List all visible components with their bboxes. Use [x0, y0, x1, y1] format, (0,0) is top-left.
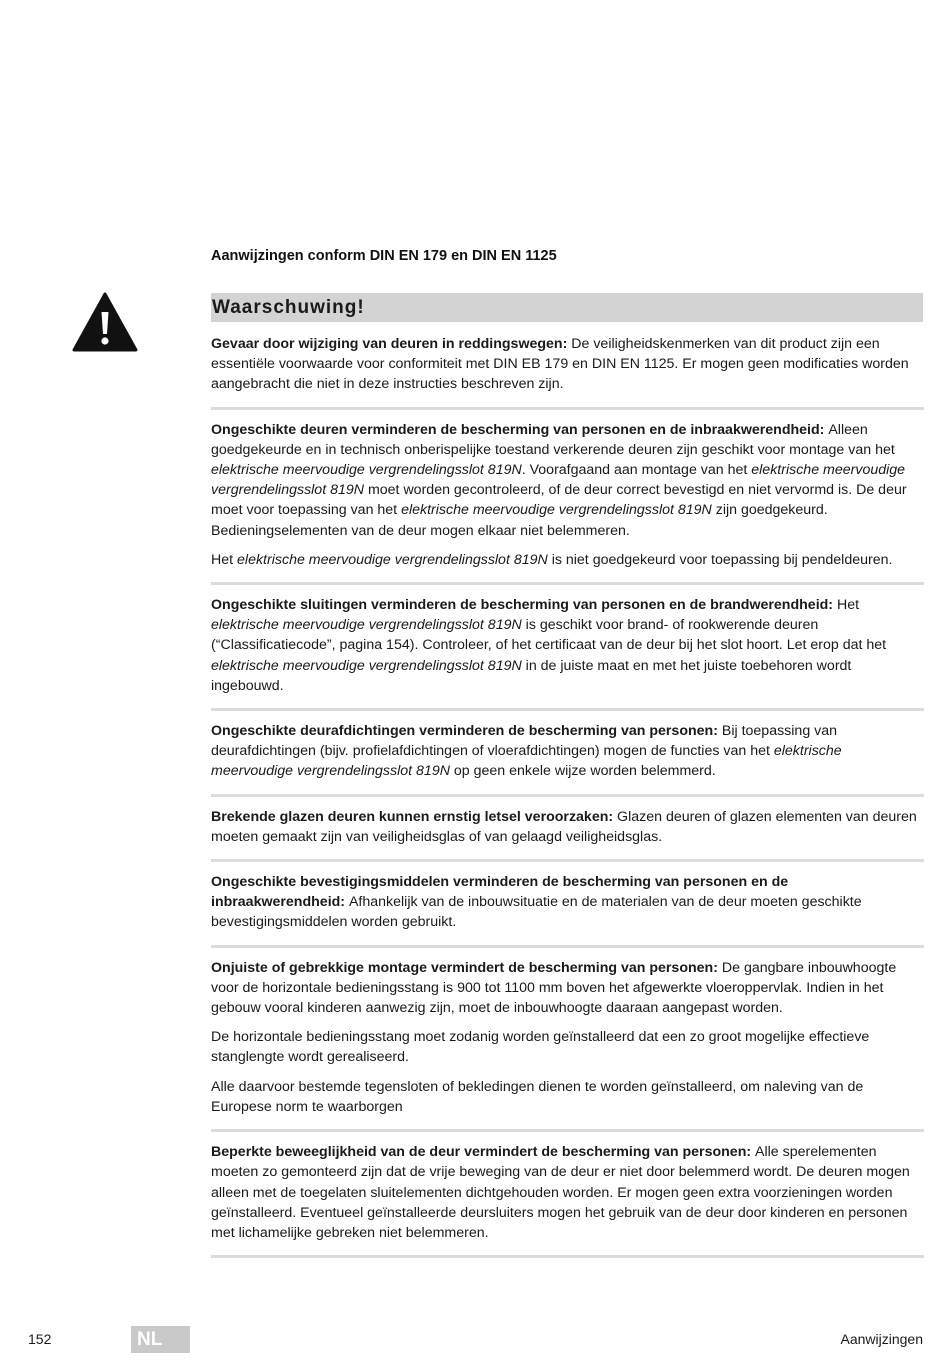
- warning-lead: Ongeschikte deuren verminderen de bescherming van personen en de inbraakwerendheid:: [211, 421, 829, 438]
- language-badge: NL: [131, 1326, 190, 1353]
- product-name: elektrische meervoudige vergrendelingsslot 819N: [211, 617, 522, 634]
- warning-text: Afhankelijk van de inbouwsituatie en de materialen van de deur moeten geschikte bevestigingsmiddelen worden gebruikt.: [211, 894, 862, 931]
- warning-text: in de juiste maat en met het juiste toebehoren wordt ingebouwd.: [211, 657, 852, 694]
- warning-text: De gangbare inbouwhoogte voor de horizontale bedieningsstang is 900 tot 1100 mm boven het afgewerkte vloeroppervlak. Indien in het gebouw vooral kinderen aanwezig zijn, moet de inbouwhoogte daaraan aangepast worden.: [211, 959, 897, 1017]
- warning-text: Alle sperelementen moeten zo gemonteerd zijn dat de vrije beweging van de deur er niet door belemmerd wordt. De deuren mogen alleen met de toegelaten sluitelementen dichtgehouden worden. Er mogen geen extra voorzieningen worden geïnstalleerd. Eventueel geïnstalleerde deursluiters mogen het gebruik van de deur door kinderen en personen met lichamelijke gebreken niet belemmeren.: [211, 1144, 910, 1241]
- warning-paragraph: [211, 807, 924, 847]
- warning-text: moet worden gecontroleerd, of de deur correct bevestigd en niet vervormd is. De deur moet voor toepassing van het: [211, 482, 907, 519]
- warning-paragraph: [211, 872, 924, 933]
- warning-paragraph: [211, 595, 924, 696]
- warning-text: . Voorafgaand aan montage van het: [521, 462, 752, 479]
- warning-paragraph: [211, 1027, 924, 1067]
- warning-paragraph: [211, 1142, 924, 1243]
- warning-lead: Beperkte beweeglijkheid van de deur vermindert de bescherming van personen:: [211, 1144, 756, 1161]
- warning-text: De horizontale bedieningsstang moet zodanig worden geïnstalleerd dat een zo groot mogelijke effectieve stanglengte wordt gerealiseerd.: [211, 1029, 870, 1066]
- product-name: elektrische meervoudige vergrendelingsslot 819N: [211, 462, 906, 499]
- warning-paragraph: [211, 334, 924, 395]
- warning-section: [211, 595, 924, 711]
- warning-text: is geschikt voor brand- of rookwerende deuren (“Classificatiecode”, pagina 154). Controleer, of het certificaat van de deur bij het slot hoort. Let erop dat het: [211, 617, 887, 654]
- warning-section: [211, 807, 924, 862]
- warning-text: Het: [211, 551, 238, 568]
- warning-paragraph: [211, 721, 924, 782]
- page-number: 152: [28, 1331, 52, 1347]
- warning-section: [211, 872, 924, 948]
- warning-text: Alleen goedgekeurde en in technisch onberispelijke toestand verkerende deuren zijn geschikt voor montage van het: [211, 421, 895, 458]
- section-heading: Aanwijzingen conform DIN EN 179 en DIN EN 1125: [211, 248, 557, 264]
- product-name: elektrische meervoudige vergrendelingsslot 819N: [211, 657, 522, 674]
- warning-text: Glazen deuren of glazen elementen van deuren moeten gemaakt zijn van veiligheidsglas of van gelaagd veiligheidsglas.: [211, 808, 917, 845]
- warning-text: zijn goedgekeurd. Bedieningselementen van de deur mogen elkaar niet belemmeren.: [211, 502, 828, 539]
- warning-lead: Ongeschikte sluitingen verminderen de bescherming van personen en de brandwerendheid:: [211, 597, 837, 614]
- warning-title: Waarschuwing!: [211, 293, 923, 322]
- warning-section: [211, 420, 924, 585]
- warning-section: [211, 1142, 924, 1258]
- warning-text: Het: [836, 597, 860, 614]
- product-name: elektrische meervoudige vergrendelingsslot 819N: [211, 743, 842, 780]
- warning-section: [211, 721, 924, 797]
- warning-text: is niet goedgekeurd voor toepassing bij pendeldeuren.: [547, 551, 893, 568]
- warning-lead: Gevaar door wijziging van deuren in reddingswegen:: [211, 336, 572, 352]
- warning-text: Bij toepassing van deurafdichtingen (bijv. profielafdichtingen of vloerafdichtingen) mogen de functies van het: [211, 723, 838, 760]
- product-name: elektrische meervoudige vergrendelingsslot 819N: [401, 502, 712, 519]
- warning-text: De veiligheidskenmerken van dit product zijn een essentiële voorwaarde voor conformiteit met DIN EB 179 en DIN EN 1125. Er mogen geen modificaties worden aangebracht die niet in deze instructies beschreven zijn.: [211, 336, 909, 393]
- footer-section-title: Aanwijzingen: [840, 1331, 923, 1347]
- warning-paragraph: [211, 420, 924, 541]
- warning-lead: Ongeschikte deurafdichtingen verminderen de bescherming van personen:: [211, 723, 722, 740]
- warning-lead: Onjuiste of gebrekkige montage vermindert de bescherming van personen:: [211, 959, 722, 976]
- product-name: elektrische meervoudige vergrendelingsslot 819N: [211, 462, 522, 479]
- warning-lead: Ongeschikte bevestigingsmiddelen verminderen de bescherming van personen en de inbraakwerendheid:: [211, 874, 789, 911]
- warning-paragraph: [211, 958, 924, 1019]
- warning-section: [211, 958, 924, 1132]
- warning-text: Alle daarvoor bestemde tegensloten of bekledingen dienen te worden geïnstalleerd, om naleving van de Europese norm te waarborgen: [211, 1078, 864, 1115]
- product-name: elektrische meervoudige vergrendelingsslot 819N: [237, 551, 548, 568]
- warning-lead: Brekende glazen deuren kunnen ernstig letsel veroorzaken:: [211, 808, 618, 825]
- warning-paragraph: [211, 550, 924, 570]
- warning-content: [211, 334, 924, 1258]
- warning-paragraph: [211, 1077, 924, 1117]
- warning-triangle-icon: [72, 292, 138, 352]
- warning-text: op geen enkele wijze worden belemmerd.: [449, 763, 716, 780]
- warning-section: [211, 334, 924, 410]
